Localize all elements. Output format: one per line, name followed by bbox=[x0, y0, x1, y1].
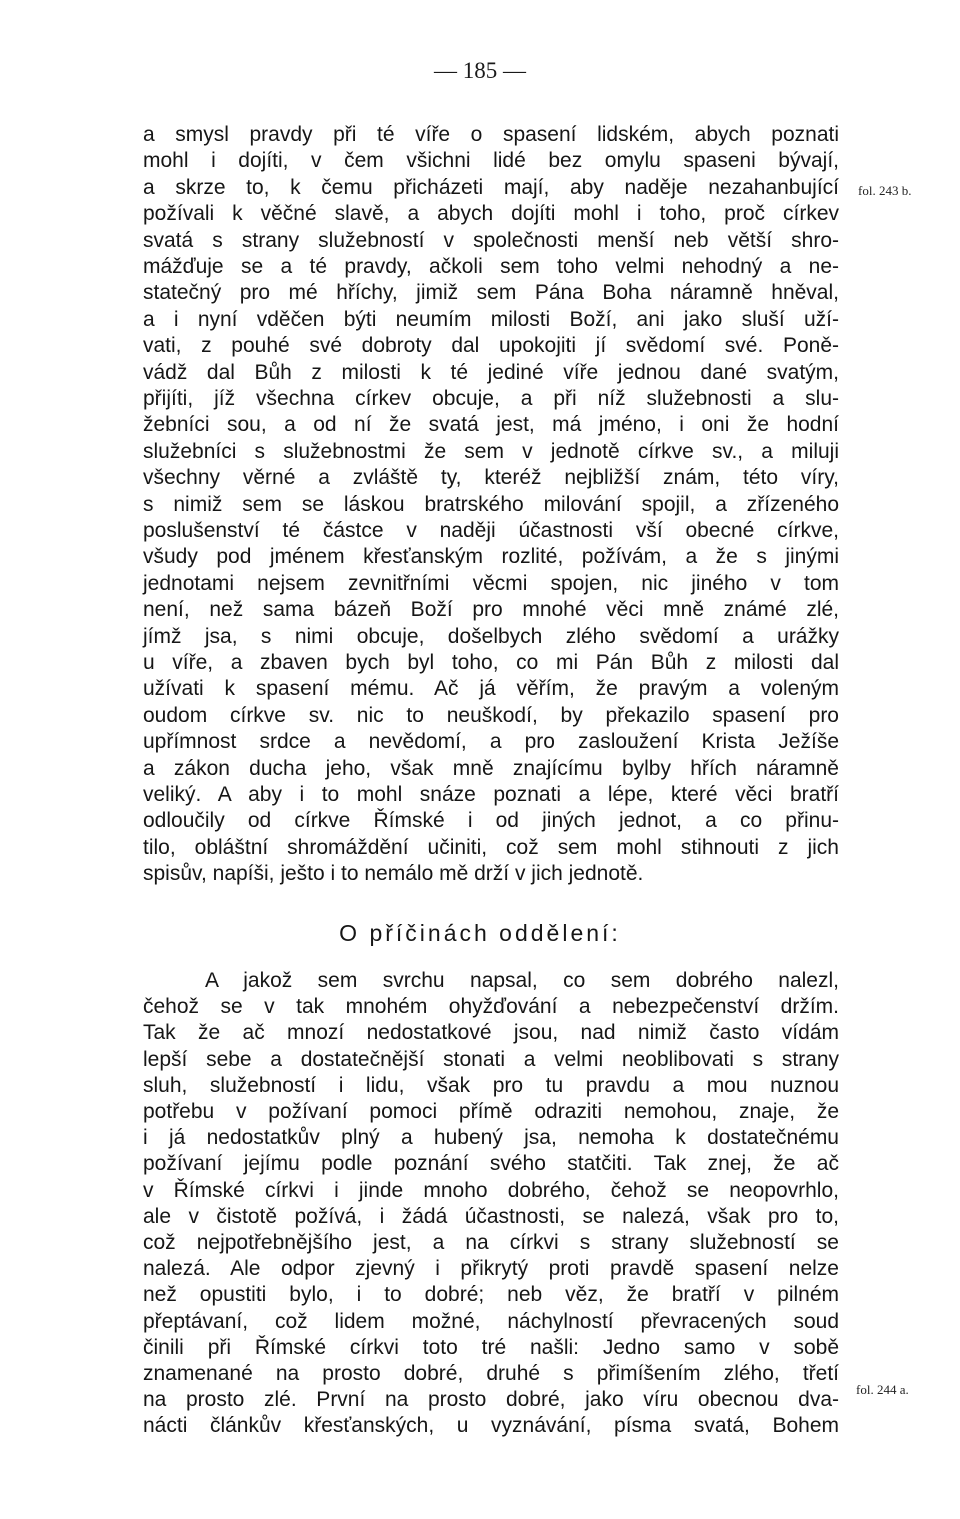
text-line: přijíti, jíž všechna církev obcuje, a při níž služebnosti a slu- bbox=[143, 387, 839, 410]
text-line: odloučily od církve Římské i od jiných jednot, a co přinu- bbox=[143, 809, 839, 833]
text-line: Tak že ač mnozí nedostatkové jsou, nad nimiž často vídám bbox=[143, 1021, 839, 1045]
text-line: a i nyní vděčen býti neumím milosti Boží, ani jako sluší uží- bbox=[143, 307, 839, 331]
text-line: než opustiti bylo, i to dobré; neb věz, že bratří v pilném bbox=[143, 1283, 839, 1307]
text-line: a zákon ducha jeho, však mně znajícímu bylby hřích náramně bbox=[143, 756, 839, 780]
text-line: požívaní jejímu podle poznání svého statčiti. Tak znej, že ač bbox=[143, 1152, 839, 1176]
text-line: A jakož sem svrchu napsal, co sem dobrého nalezl, bbox=[205, 969, 839, 992]
text-line: žebníci sou, a od ní že svatá jest, má jméno, i oni že hodní bbox=[143, 413, 839, 437]
text-line: a smysl pravdy při té víře o spasení lidském, abych poznati bbox=[143, 123, 839, 146]
text-line: potřebu v požívaní pomoci přímě odraziti nemohou, znaje, že bbox=[143, 1100, 839, 1123]
text-line: což nejpotřebnějšího jest, a na církvi s strany služebností se bbox=[143, 1231, 839, 1254]
text-line: v Římské církvi i jinde mnoho dobrého, čehož se neopovrhlo, bbox=[143, 1178, 839, 1202]
text-line: nalezá. Ale odpor zjevný i přikrytý proti pravdě spasení nelze bbox=[143, 1257, 839, 1281]
text-line: i já nedostatkův plný a hubený jsa, nemoha k dostatečnému bbox=[143, 1126, 839, 1150]
text-line: upřímnost srdce a nevědomí, a pro zasloužení Krista Ježíše bbox=[143, 730, 839, 754]
text-line: na prosto zlé. První na prosto dobré, jako víru obecnou dva- bbox=[143, 1388, 839, 1412]
text-line: ale v čistotě požívá, i žádá účastnosti, se nalezá, však pro to, bbox=[143, 1204, 839, 1228]
text-line: poslušenství té částce v naději účastnosti vší obecné církve, bbox=[143, 519, 839, 542]
text-line: znamenané na prosto dobré, druhé s přimíšením zlého, třetí bbox=[143, 1362, 839, 1385]
text-line: není, než sama bázeň Boží pro mnohé věci mně známé zlé, bbox=[143, 598, 839, 622]
text-line: užívati k spasení mému. Ač já věřím, že pravým a voleným bbox=[143, 677, 839, 701]
text-line: čehož se v tak mnohém ohyžďování a nebezpečenství držím. bbox=[143, 995, 839, 1019]
text-line: a skrze to, k čemu přicházeti mají, aby naděje nezahanbující bbox=[143, 175, 839, 199]
section-heading: O příčinách oddělení: bbox=[339, 920, 621, 946]
text-line: všechny věrné a zvláště ty, kteréž nejbližší znám, této víry, bbox=[143, 466, 839, 490]
text-line: veliký. A aby i to mohl snáze poznati a lépe, které věci bratří bbox=[143, 783, 839, 806]
margin-note-folio-243b: fol. 243 b. bbox=[858, 183, 912, 198]
text-line: nácti článkův křesťanských, u vyznávání, písma svatá, Bohem bbox=[143, 1414, 839, 1438]
text-line: lepší sebe a dostatečnější stonati a velmi neoblibovati s strany bbox=[143, 1047, 839, 1071]
text-line: jímž jsa, s nimi obcuje, došelbych zlého svědomí a urážky bbox=[143, 624, 839, 648]
margin-note-folio-244a: fol. 244 a. bbox=[856, 1382, 909, 1397]
text-line: statečný pro mé hříchy, jimiž sem Pána Boha náramně hněval, bbox=[143, 281, 839, 305]
text-line: vati, z pouhé své dobroty dal upokojiti jí svědomí své. Poně- bbox=[143, 334, 839, 358]
text-line: oudom církve sv. nic to neuškodí, by překazilo spasení pro bbox=[143, 703, 839, 727]
text-line: všudy pod jménem křesťanským rozlité, požívám, a že s jinými bbox=[143, 545, 839, 569]
text-line: vádž dal Bůh z milosti k té jediné víře jednou dané svatým, bbox=[143, 360, 839, 384]
text-line: přeptávaní, což lidem možné, náchylností převracených soud bbox=[143, 1309, 839, 1333]
text-line: mážďuje se a té pravdy, ačkoli sem toho velmi nehodný a ne- bbox=[143, 255, 839, 278]
text-line: tilo, obláštní shromáždění učiniti, což sem mohl stihnouti z jich bbox=[143, 835, 839, 859]
text-line: u víře, a zbaven bych byl toho, co mi Pán Bůh z milosti dal bbox=[143, 651, 839, 674]
text-line: svatá s strany služebností v společnosti menší neb větší shro- bbox=[143, 228, 839, 252]
text-line: spisův, napíši, ješto i to nemálo mě drží v jich jednotě. bbox=[143, 862, 644, 886]
text-line: služebníci s služebnostmi že sem v jednotě církve sv., a miluji bbox=[143, 439, 839, 463]
text-line: sluh, služebností i lidu, však pro tu pravdu a mou nuznou bbox=[143, 1073, 839, 1097]
text-line: požívali k věčné slavě, a abych dojíti mohl i toho, proč církev bbox=[143, 202, 839, 226]
text-line: mohl i dojíti, v čem všichni lidé bez omylu spaseni bývají, bbox=[143, 149, 839, 173]
text-line: jednotami nejsem zevnitřními věcmi spojen, nic jiného v tom bbox=[143, 571, 839, 595]
text-line: činili při Římské církvi toto tré našli: Jedno samo v sobě bbox=[143, 1335, 839, 1359]
page-number: — 185 — bbox=[434, 58, 526, 83]
text-line: s nimiž sem se láskou bratrského milování spojil, a zřízeného bbox=[143, 492, 839, 516]
